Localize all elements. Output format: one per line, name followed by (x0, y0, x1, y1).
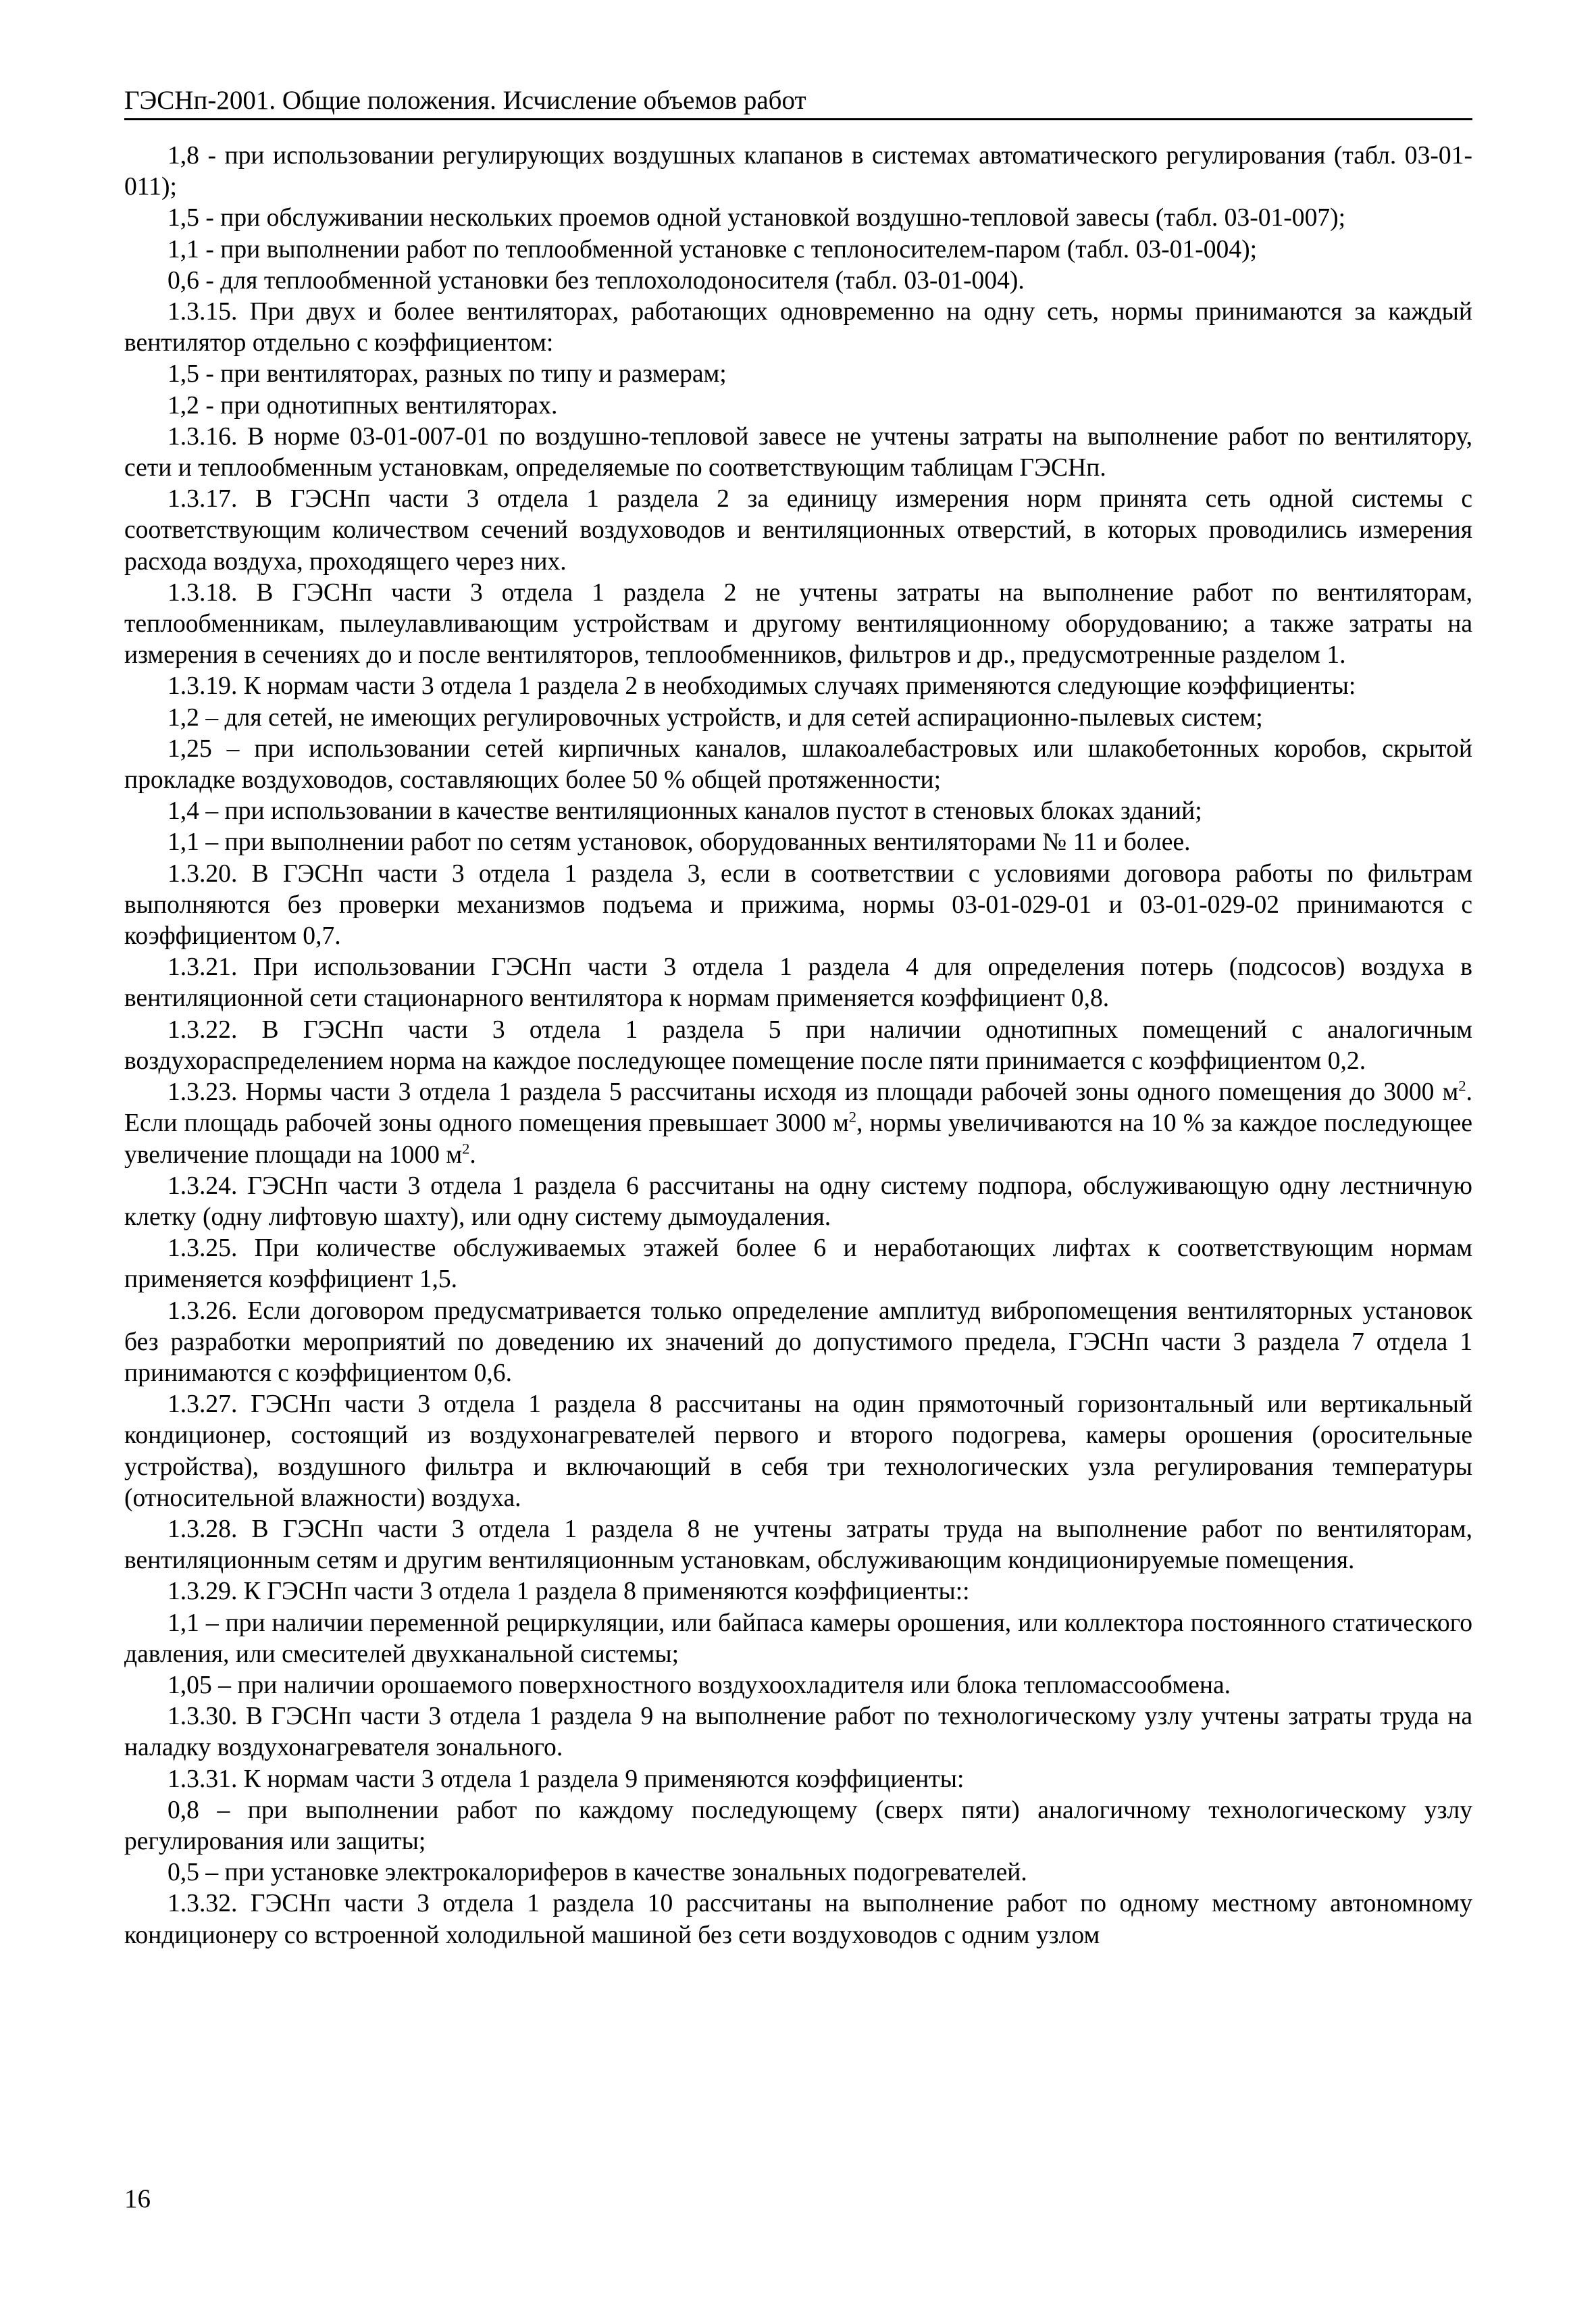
paragraph-1-3-23 (124, 1077, 1472, 1171)
paragraph: 1,8 - при использовании регулирующих воздушных клапанов в системах автоматического регулирования (табл. 03-01-011); (124, 142, 1472, 201)
page-number: 16 (124, 2184, 151, 2213)
paragraph: 1,2 – для сетей, не имеющих регулировочных устройств, и для сетей аспирационно-пылевых систем; (168, 703, 1263, 732)
paragraph: 1.3.26. Если договором предусматривается только определение амплитуд вибропомещения вентиляторных установок без разработки мероприятий по доведению их значений до допустимого предела, ГЭСНп части 3 раздела 7 отдела 1 принимаются с коэффициентом 0,6. (124, 1297, 1472, 1387)
paragraph: 1,25 – при использовании сетей кирпичных каналов, шлакоалебастровых или шлакобетонных коробов, скрытой прокладке воздуховодов, составляющих более 50 % общей протяженности; (124, 734, 1472, 795)
paragraph: 1.3.24. ГЭСНп части 3 отдела 1 раздела 6 рассчитаны на одну систему подпора, обслуживающую одну лестничную клетку (одну лифтовую шахту), или одну систему дымоудаления. (124, 1172, 1472, 1231)
paragraph: 1,1 – при выполнении работ по сетям установок, оборудованных вентиляторами № 11 и более. (168, 828, 1191, 857)
text-segment: , нормы увеличиваются на 10 % за каждое последующее увеличение площади на 1000 м (124, 1109, 1472, 1169)
paragraph: 1.3.31. К нормам части 3 отдела 1 раздела 9 применяются коэффициенты: (168, 1765, 964, 1793)
superscript: 2 (462, 1139, 470, 1157)
paragraph: 1,2 - при однотипных вентиляторах. (168, 391, 558, 420)
paragraph: 1.3.29. К ГЭСНп части 3 отдела 1 раздела 8 применяются коэффициенты:: (168, 1578, 970, 1606)
paragraph: 1.3.25. При количестве обслуживаемых этажей более 6 и неработающих лифтах к соответствующим нормам применяется коэффициент 1,5. (124, 1234, 1472, 1294)
text-segment: 1.3.23. Нормы части 3 отдела 1 раздела 5 рассчитаны исходя из площади рабочей зоны одного помещения до 3000 м (168, 1078, 1459, 1107)
paragraph: 1,4 – при использовании в качестве вентиляционных каналов пустот в стеновых блоках зданий; (168, 797, 1202, 826)
document-body (124, 141, 1472, 1951)
paragraph: 1.3.28. В ГЭСНп части 3 отдела 1 раздела 8 не учтены затраты труда на выполнение работ по вентиляторам, вентиляционным сетям и другим вентиляционным установкам, обслуживающим кондиционируемые помещения. (124, 1515, 1472, 1575)
header-rule (124, 118, 1472, 120)
paragraph: 1.3.22. В ГЭСНп части 3 отдела 1 раздела 5 при наличии однотипных помещений с аналогичным воздухораспределением норма на каждое последующее помещение после пяти принимается с коэффициентом 0,2. (124, 1015, 1472, 1075)
paragraph: 1.3.17. В ГЭСНп части 3 отдела 1 раздела 2 за единицу измерения норм принята сеть одной системы с соответствующим количеством сечений воздуховодов и вентиляционных отверстий, в которых проводились измерения расхода воздуха, проходящего через них. (124, 485, 1472, 576)
paragraph: 1.3.32. ГЭСНп части 3 отдела 1 раздела 10 рассчитаны на выполнение работ по одному местному автономному кондиционеру со встроенной холодильной машиной без сети воздуховодов с одним узлом (124, 1890, 1472, 1949)
paragraph: 0,8 – при выполнении работ по каждому последующему (сверх пяти) аналогичному технологическому узлу регулирования или защиты; (124, 1796, 1472, 1855)
paragraph: 1.3.20. В ГЭСНп части 3 отдела 1 раздела 3, если в соответствии с условиями договора работы по фильтрам выполняются без проверки механизмов подъема и прижима, нормы 03-01-029-01 и 03-01-029-02 принимаются с коэффициентом 0,7. (124, 859, 1472, 951)
text-segment: . Если площадь рабочей зоны одного помещения превышает 3000 м (124, 1078, 1472, 1138)
paragraph: 1.3.15. При двух и более вентиляторах, работающих одновременно на одну сеть, нормы принимаются за каждый вентилятор отдельно с коэффициентом: (124, 298, 1472, 357)
superscript: 2 (1458, 1077, 1466, 1095)
paragraph: 1.3.27. ГЭСНп части 3 отдела 1 раздела 8 рассчитаны на один прямоточный горизонтальный или вертикальный кондиционер, состоящий из воздухонагревателей первого и второго подогрева, камеры орошения (оросительные устройства), воздушного фильтра и включающий в себя три технологических узла регулирования температуры (относительной влажности) воздуха. (124, 1390, 1472, 1512)
paragraph: 1.3.18. В ГЭСНп части 3 отдела 1 раздела 2 не учтены затраты на выполнение работ по вентиляторам, теплообменникам, пылеулавливающим устройствам и другому вентиляционному оборудованию; а также затраты на измерения в сечениях до и после вентиляторов, теплообменников, фильтров и др., предусмотренные разделом 1. (124, 578, 1472, 670)
text-segment: . (469, 1140, 476, 1169)
paragraph: 0,5 – при установке электрокалориферов в качестве зональных подогревателей. (168, 1859, 1027, 1887)
running-header: ГЭСНп-2001. Общие положения. Исчисление объемов работ (124, 86, 806, 115)
paragraph: 1.3.19. К нормам части 3 отдела 1 раздела 2 в необходимых случаях применяются следующие коэффициенты: (168, 672, 1356, 701)
paragraph: 1.3.21. При использовании ГЭСНп части 3 отдела 1 раздела 4 для определения потерь (подсосов) воздуха в вентиляционной сети стационарного вентилятора к нормам применяется коэффициент 0,8. (124, 953, 1472, 1013)
paragraph: 1,5 - при обслуживании нескольких проемов одной установкой воздушно-тепловой завесы (табл. 03-01-007); (168, 204, 1346, 232)
paragraph: 1,5 - при вентиляторах, разных по типу и размерам; (168, 360, 727, 388)
paragraph: 1,1 - при выполнении работ по теплообменной установке с теплоносителем-паром (табл. 03-01-004); (168, 235, 1258, 263)
paragraph: 1,1 – при наличии переменной рециркуляции, или байпаса камеры орошения, или коллектора постоянного статического давления, или смесителей двухканальной системы; (124, 1609, 1472, 1668)
superscript: 2 (848, 1108, 857, 1126)
paragraph: 0,6 - для теплообменной установки без теплохолодоносителя (табл. 03-01-004). (168, 266, 1025, 295)
paragraph: 1,05 – при наличии орошаемого поверхностного воздухоохладителя или блока тепломассообмена. (168, 1671, 1231, 1699)
paragraph: 1.3.30. В ГЭСНп части 3 отдела 1 раздела 9 на выполнение работ по технологическому узлу учтены затраты труда на наладку воздухонагревателя зонального. (124, 1703, 1472, 1762)
paragraph: 1.3.16. В норме 03-01-007-01 по воздушно-тепловой завесе не учтены затраты на выполнение работ по вентилятору, сети и теплообменным установкам, определяемые по соответствующим таблицам ГЭСНп. (124, 422, 1472, 482)
